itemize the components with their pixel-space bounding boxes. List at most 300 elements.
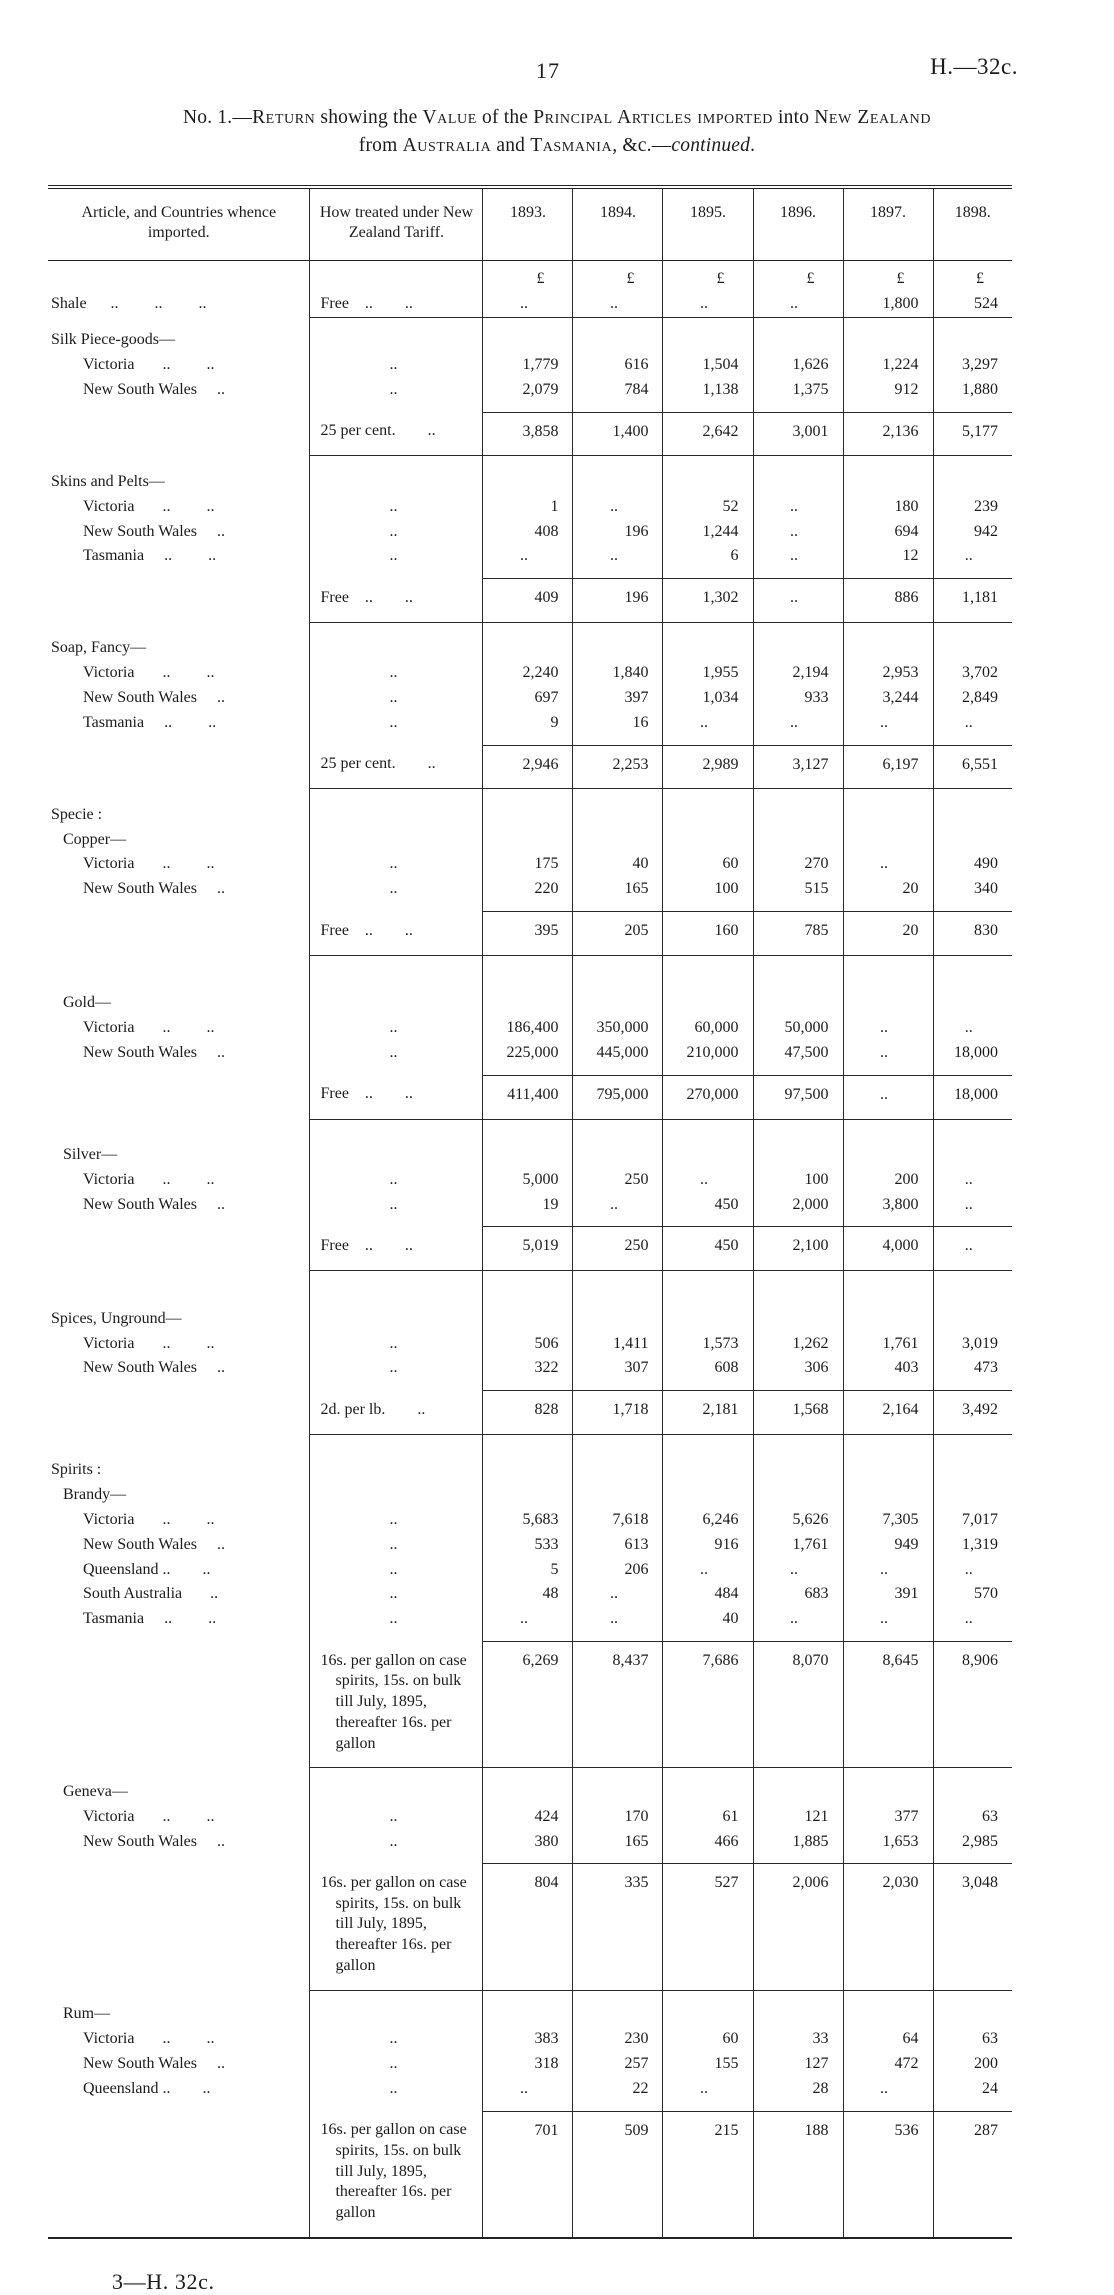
tariff-text: .. — [389, 880, 398, 898]
value-cell: 1,138 — [663, 378, 753, 403]
value-cell: 206 — [573, 1558, 663, 1583]
value-cell — [843, 1434, 933, 1483]
value-cell — [933, 1434, 1012, 1483]
value-cell: 50,000 — [753, 1016, 843, 1041]
value-cell: 527 — [663, 1864, 753, 1990]
value-cell: 533 — [483, 1533, 573, 1558]
value-cell — [663, 317, 753, 353]
value-cell: 322 — [483, 1356, 573, 1381]
value-cell — [843, 789, 933, 828]
value-cell: .. — [573, 495, 663, 520]
country-row — [48, 2052, 1012, 2077]
value-cell: 933 — [753, 686, 843, 711]
article-label: Tasmania .. .. — [83, 713, 217, 731]
country-row — [48, 711, 1012, 736]
value-cell: 6,197 — [843, 745, 933, 789]
value-cell — [483, 828, 573, 853]
tariff-cell — [310, 1016, 483, 1041]
tariff-cell — [310, 622, 483, 661]
value-cell: 188 — [753, 2111, 843, 2238]
value-cell: .. — [573, 544, 663, 569]
value-cell — [753, 1768, 843, 1805]
title-segment: . — [750, 135, 756, 157]
value-cell: 942 — [933, 520, 1012, 545]
tariff-text: .. — [389, 547, 398, 565]
value-cell: 916 — [663, 1533, 753, 1558]
value-cell: 377 — [843, 1805, 933, 1830]
value-cell: 257 — [573, 2052, 663, 2077]
tariff-text: .. — [389, 2030, 398, 2048]
value-cell: 20 — [843, 877, 933, 902]
tariff-cell — [310, 1582, 483, 1607]
tariff-cell — [310, 661, 483, 686]
value-cell: .. — [933, 544, 1012, 569]
country-row — [48, 495, 1012, 520]
value-cell: .. — [753, 711, 843, 736]
value-cell: 186,400 — [483, 1016, 573, 1041]
article-label: New South Wales .. — [83, 2054, 225, 2072]
article-label: Victoria .. .. — [83, 1807, 215, 1825]
value-cell: 784 — [573, 378, 663, 403]
value-cell — [573, 1119, 663, 1168]
value-cell: 2,953 — [843, 661, 933, 686]
value-cell — [663, 1768, 753, 1805]
value-cell: 160 — [663, 912, 753, 956]
value-cell: 210,000 — [663, 1041, 753, 1066]
value-cell: 473 — [933, 1356, 1012, 1381]
value-cell — [843, 622, 933, 661]
value-cell — [753, 622, 843, 661]
article-cell — [48, 544, 310, 569]
value-cell: 270,000 — [663, 1075, 753, 1119]
value-cell: 60,000 — [663, 1016, 753, 1041]
spacer-row — [48, 1854, 1012, 1864]
value-cell — [573, 789, 663, 828]
value-cell: 683 — [753, 1582, 843, 1607]
tariff-cell — [310, 1830, 483, 1855]
tariff-cell — [310, 1271, 483, 1332]
value-cell: 3,297 — [933, 353, 1012, 378]
total-row — [48, 1642, 1012, 1768]
value-cell — [663, 456, 753, 495]
value-cell: 61 — [663, 1805, 753, 1830]
article-cell — [48, 1830, 310, 1855]
value-cell: 886 — [843, 579, 933, 623]
country-row — [48, 1830, 1012, 1855]
value-cell: 165 — [573, 1830, 663, 1855]
value-cell: 121 — [753, 1805, 843, 1830]
value-cell: 1,761 — [753, 1533, 843, 1558]
column-header-1898: 1898. — [933, 187, 1012, 261]
tariff-cell — [310, 1075, 483, 1119]
value-cell: .. — [483, 544, 573, 569]
value-cell: .. — [573, 292, 663, 317]
value-cell: 127 — [753, 2052, 843, 2077]
article-label: Queensland .. .. — [83, 1560, 211, 1578]
article-cell — [48, 2077, 310, 2102]
tariff-text: Free .. .. — [320, 294, 413, 312]
value-cell: 52 — [663, 495, 753, 520]
value-cell — [573, 1768, 663, 1805]
tariff-text: .. — [389, 1585, 398, 1603]
column-header-article: Article, and Countries whence imported. — [48, 187, 310, 261]
value-cell — [573, 1434, 663, 1483]
value-cell — [573, 828, 663, 853]
tariff-cell — [310, 353, 483, 378]
value-cell: 6,551 — [933, 745, 1012, 789]
value-cell: 47,500 — [753, 1041, 843, 1066]
value-cell — [933, 317, 1012, 353]
value-cell: 383 — [483, 2027, 573, 2052]
value-cell — [483, 955, 573, 1016]
value-cell — [483, 1768, 573, 1805]
value-cell: 2,006 — [753, 1864, 843, 1990]
tariff-cell — [310, 1332, 483, 1357]
value-cell — [843, 1271, 933, 1332]
value-cell: .. — [483, 1607, 573, 1632]
title-line-2 — [40, 132, 1074, 160]
article-cell — [48, 622, 310, 661]
article-cell — [48, 1193, 310, 1218]
value-cell: .. — [753, 292, 843, 317]
value-cell: 1,573 — [663, 1332, 753, 1357]
value-cell: 1,779 — [483, 353, 573, 378]
total-row — [48, 412, 1012, 456]
tariff-text: 25 per cent. .. — [320, 422, 436, 440]
value-cell: 2,164 — [843, 1391, 933, 1435]
value-cell — [933, 1483, 1012, 1508]
value-cell: 5 — [483, 1558, 573, 1583]
tariff-text: 16s. per gallon on case spirits, 15s. on bulk till July, 1895, thereafter 16s. per gallon — [320, 1651, 467, 1752]
value-cell: .. — [933, 1193, 1012, 1218]
tariff-cell — [310, 261, 483, 292]
country-row — [48, 1332, 1012, 1357]
article-cell — [48, 1434, 310, 1483]
value-cell: .. — [933, 711, 1012, 736]
article-cell — [48, 1533, 310, 1558]
value-cell: 1,375 — [753, 378, 843, 403]
group-header-row — [48, 828, 1012, 853]
value-cell: 3,127 — [753, 745, 843, 789]
currency-cell: £ — [753, 261, 843, 292]
value-cell: 1,718 — [573, 1391, 663, 1435]
country-row — [48, 661, 1012, 686]
value-cell: 380 — [483, 1830, 573, 1855]
title-line-1 — [40, 104, 1074, 132]
value-cell: .. — [573, 1582, 663, 1607]
value-cell: 795,000 — [573, 1075, 663, 1119]
value-cell: .. — [663, 1168, 753, 1193]
column-header-1895: 1895. — [663, 187, 753, 261]
value-cell — [843, 1483, 933, 1508]
value-cell — [483, 456, 573, 495]
tariff-text: .. — [389, 1334, 398, 1352]
value-cell: 350,000 — [573, 1016, 663, 1041]
value-cell — [843, 317, 933, 353]
currency-row — [48, 261, 1012, 292]
value-cell: 12 — [843, 544, 933, 569]
article-label: New South Wales .. — [83, 688, 225, 706]
title-segment: New Zealand — [814, 107, 932, 128]
value-cell — [573, 317, 663, 353]
value-cell: 409 — [483, 579, 573, 623]
article-label: Spirits : — [51, 1461, 102, 1479]
value-cell: 613 — [573, 1533, 663, 1558]
tariff-cell — [310, 1533, 483, 1558]
value-cell: 1,034 — [663, 686, 753, 711]
article-cell — [48, 877, 310, 902]
tariff-cell — [310, 1168, 483, 1193]
value-cell: 4,000 — [843, 1227, 933, 1271]
value-cell: 9 — [483, 711, 573, 736]
article-cell — [48, 661, 310, 686]
value-cell: 694 — [843, 520, 933, 545]
tariff-text: Free .. .. — [320, 921, 413, 939]
value-cell: 63 — [933, 1805, 1012, 1830]
value-cell: 1,880 — [933, 378, 1012, 403]
value-cell: 2,849 — [933, 686, 1012, 711]
value-cell — [753, 955, 843, 1016]
value-cell: 40 — [663, 1607, 753, 1632]
title-segment: Return — [252, 107, 316, 128]
value-cell: .. — [933, 1227, 1012, 1271]
value-cell: 100 — [663, 877, 753, 902]
group-header-row — [48, 1119, 1012, 1168]
article-cell — [48, 579, 310, 623]
value-cell: 1,761 — [843, 1332, 933, 1357]
tariff-text: Free .. .. — [320, 588, 413, 606]
article-cell — [48, 292, 310, 317]
value-cell: 2,240 — [483, 661, 573, 686]
value-cell: 48 — [483, 1582, 573, 1607]
value-cell: 7,686 — [663, 1642, 753, 1768]
value-cell: 205 — [573, 912, 663, 956]
value-cell: 1,262 — [753, 1332, 843, 1357]
value-cell: 22 — [573, 2077, 663, 2102]
value-cell: .. — [843, 1075, 933, 1119]
tariff-cell — [310, 1041, 483, 1066]
article-label: Shale .. .. .. — [51, 294, 207, 312]
value-cell: 509 — [573, 2111, 663, 2238]
article-label: Victoria .. .. — [83, 356, 215, 374]
value-cell: 2,253 — [573, 745, 663, 789]
value-cell — [483, 1271, 573, 1332]
group-header-row — [48, 1768, 1012, 1805]
article-label: Soap, Fancy— — [51, 639, 147, 657]
header-row — [48, 187, 1012, 261]
value-cell: .. — [663, 711, 753, 736]
value-cell — [753, 1271, 843, 1332]
section-header-row — [48, 789, 1012, 828]
article-label: Gold— — [63, 994, 111, 1012]
value-cell: 18,000 — [933, 1075, 1012, 1119]
spacer-row — [48, 1217, 1012, 1227]
value-cell — [753, 1990, 843, 2027]
title-segment: Tasmania — [530, 135, 613, 157]
value-cell — [753, 1119, 843, 1168]
article-label: Tasmania .. .. — [83, 1610, 217, 1628]
value-cell: 18,000 — [933, 1041, 1012, 1066]
value-cell — [753, 828, 843, 853]
article-label: New South Wales .. — [83, 1195, 225, 1213]
value-cell: 1,800 — [843, 292, 933, 317]
article-label: Queensland .. .. — [83, 2079, 211, 2097]
value-cell — [573, 1271, 663, 1332]
tariff-cell — [310, 955, 483, 1016]
column-header-1896: 1896. — [753, 187, 843, 261]
value-cell: 701 — [483, 2111, 573, 2238]
value-cell: 3,492 — [933, 1391, 1012, 1435]
footer-signature: 3—H. 32c. — [112, 2269, 215, 2295]
value-cell: .. — [843, 2077, 933, 2102]
tariff-cell — [310, 544, 483, 569]
total-row — [48, 1864, 1012, 1990]
spacer-row — [48, 569, 1012, 579]
spacer-row — [48, 1632, 1012, 1642]
value-cell — [753, 1483, 843, 1508]
group-header-row — [48, 456, 1012, 495]
tariff-text: .. — [389, 1610, 398, 1628]
value-cell — [663, 828, 753, 853]
value-cell: 6,269 — [483, 1642, 573, 1768]
value-cell — [753, 789, 843, 828]
value-cell: 424 — [483, 1805, 573, 1830]
article-label: Copper— — [63, 830, 127, 848]
imports-return-table — [48, 185, 1012, 2240]
value-cell: 490 — [933, 852, 1012, 877]
article-label: Skins and Pelts— — [51, 472, 165, 490]
group-header-row — [48, 622, 1012, 661]
article-cell — [48, 412, 310, 456]
value-cell: 170 — [573, 1805, 663, 1830]
article-label: South Australia .. — [83, 1585, 219, 1603]
value-cell: 7,618 — [573, 1508, 663, 1533]
value-cell: 200 — [843, 1168, 933, 1193]
currency-cell: £ — [663, 261, 753, 292]
tariff-cell — [310, 745, 483, 789]
tariff-text: .. — [389, 1535, 398, 1553]
value-cell: 570 — [933, 1582, 1012, 1607]
value-cell: 155 — [663, 2052, 753, 2077]
value-cell: 3,019 — [933, 1332, 1012, 1357]
tariff-text: Free .. .. — [320, 1236, 413, 1254]
title-segment: Principal Articles imported — [533, 107, 773, 128]
value-cell: 1,955 — [663, 661, 753, 686]
tariff-text: 16s. per gallon on case spirits, 15s. on bulk till July, 1895, thereafter 16s. per gallon — [320, 2121, 467, 2222]
article-cell — [48, 1016, 310, 1041]
tariff-text: 25 per cent. .. — [320, 755, 436, 773]
value-cell: 1,411 — [573, 1332, 663, 1357]
value-cell: 2,989 — [663, 745, 753, 789]
article-label: New South Wales .. — [83, 1832, 225, 1850]
article-cell — [48, 1271, 310, 1332]
tariff-cell — [310, 520, 483, 545]
value-cell: .. — [843, 1558, 933, 1583]
spacer-row — [48, 2102, 1012, 2112]
section-header-row — [48, 1434, 1012, 1483]
tariff-cell — [310, 1434, 483, 1483]
value-cell: .. — [573, 1607, 663, 1632]
value-cell — [483, 1434, 573, 1483]
article-cell — [48, 378, 310, 403]
value-cell — [573, 622, 663, 661]
tariff-text: .. — [389, 2054, 398, 2072]
article-label: Victoria .. .. — [83, 1511, 215, 1529]
value-cell: 220 — [483, 877, 573, 902]
article-cell — [48, 686, 310, 711]
article-cell — [48, 1508, 310, 1533]
title-segment: , &c.— — [612, 135, 672, 157]
value-cell: 40 — [573, 852, 663, 877]
value-cell: 19 — [483, 1193, 573, 1218]
value-cell: 830 — [933, 912, 1012, 956]
value-cell: 515 — [753, 877, 843, 902]
tariff-text: .. — [389, 855, 398, 873]
currency-cell: £ — [483, 261, 573, 292]
column-header-tariff: How treated under New Zealand Tariff. — [310, 187, 483, 261]
article-label: New South Wales .. — [83, 1535, 225, 1553]
spacer-row — [48, 1066, 1012, 1076]
article-label: Victoria .. .. — [83, 1019, 215, 1037]
country-row — [48, 1582, 1012, 1607]
value-cell — [933, 789, 1012, 828]
article-label: Specie : — [51, 805, 103, 823]
title-segment: No. 1.— — [182, 107, 253, 128]
value-cell: 804 — [483, 1864, 573, 1990]
column-header-1894: 1894. — [573, 187, 663, 261]
tariff-cell — [310, 495, 483, 520]
title-segment: Value — [422, 107, 477, 128]
value-cell: 1,568 — [753, 1391, 843, 1435]
value-cell: 97,500 — [753, 1075, 843, 1119]
value-cell: 1,181 — [933, 579, 1012, 623]
article-cell — [48, 852, 310, 877]
value-cell: 484 — [663, 1582, 753, 1607]
tariff-cell — [310, 828, 483, 853]
value-cell: .. — [933, 1558, 1012, 1583]
tariff-cell — [310, 686, 483, 711]
value-cell: 2,100 — [753, 1227, 843, 1271]
country-row — [48, 686, 1012, 711]
value-cell: .. — [843, 1016, 933, 1041]
value-cell: 20 — [843, 912, 933, 956]
value-cell — [573, 456, 663, 495]
article-cell — [48, 2052, 310, 2077]
value-cell — [483, 622, 573, 661]
country-row — [48, 544, 1012, 569]
value-cell — [573, 1990, 663, 2027]
value-cell — [663, 1483, 753, 1508]
article-label: New South Wales .. — [83, 880, 225, 898]
value-cell — [483, 1990, 573, 2027]
value-cell: 307 — [573, 1356, 663, 1381]
article-cell — [48, 1642, 310, 1768]
tariff-text: .. — [389, 1807, 398, 1825]
article-cell — [48, 2111, 310, 2238]
tariff-cell — [310, 1356, 483, 1381]
value-cell: 8,906 — [933, 1642, 1012, 1768]
value-cell: 3,001 — [753, 412, 843, 456]
value-cell: 225,000 — [483, 1041, 573, 1066]
value-cell — [753, 1434, 843, 1483]
value-cell: 2,181 — [663, 1391, 753, 1435]
article-cell — [48, 1041, 310, 1066]
value-cell: 506 — [483, 1332, 573, 1357]
value-cell: 335 — [573, 1864, 663, 1990]
value-cell: 2,030 — [843, 1864, 933, 1990]
value-cell: 200 — [933, 2052, 1012, 2077]
article-cell — [48, 1227, 310, 1271]
